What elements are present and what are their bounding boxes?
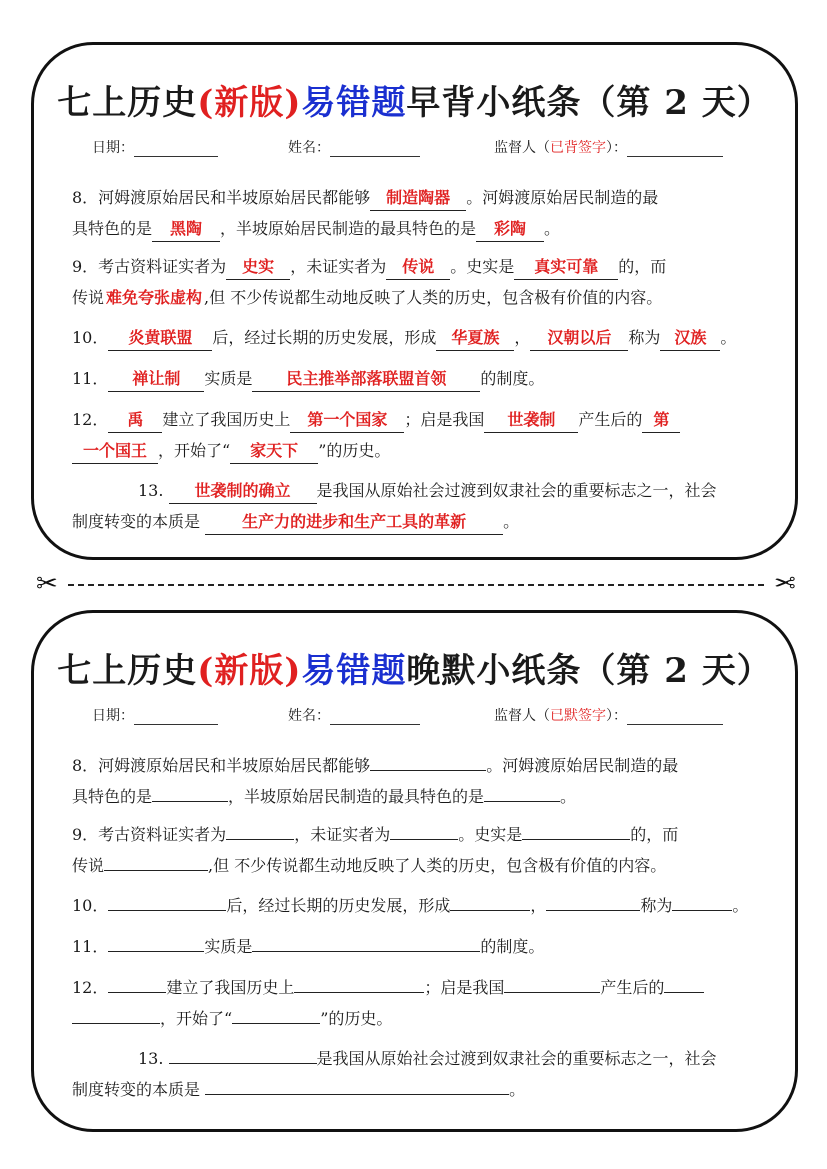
answer-blank: 一个国王	[72, 439, 158, 464]
answer-blank: 家天下	[230, 439, 318, 464]
date-field[interactable]: 日期：	[92, 705, 218, 725]
answer-blank: 真实可靠	[514, 255, 618, 280]
answer-blank[interactable]	[108, 992, 166, 993]
answer-blank[interactable]	[108, 951, 204, 952]
answer-blank[interactable]	[232, 1023, 320, 1024]
answer-blank: 民主推举部落联盟首领	[252, 367, 480, 392]
answer-blank[interactable]	[152, 801, 228, 802]
answer-blank[interactable]	[484, 801, 560, 802]
answer-blank: 汉族	[660, 326, 720, 351]
answer-blank: 难免夸张虚构	[106, 288, 203, 307]
answer-blank[interactable]	[252, 951, 480, 952]
answer-blank[interactable]	[169, 1063, 317, 1064]
question-10: 10． 后，经过长期的历史发展，形成 ， 称为 。	[72, 896, 749, 915]
scissors-icon: ✂	[774, 569, 796, 599]
question-12: 12． 禹 建立了我国历史上 第一个国家 ；启是我国 世袭制 产生后的 第 一个国王 ，开始了“ 家天下 ”的历史。	[72, 404, 769, 466]
question-10: 10． 炎黄联盟 后，经过长期的历史发展，形成 华夏族 ， 汉朝以后 称为 汉族 。	[72, 322, 769, 353]
answer-blank[interactable]	[450, 910, 530, 911]
answer-blank[interactable]	[504, 992, 600, 993]
supervisor-field[interactable]: 监督人（已默签字）：	[494, 705, 723, 725]
answer-blank: 传说	[386, 255, 450, 280]
answer-blank: 彩陶	[476, 217, 544, 242]
answer-blank[interactable]	[522, 839, 630, 840]
name-field[interactable]: 姓名：	[288, 137, 420, 157]
answer-blank: 史实	[226, 255, 290, 280]
answer-blank[interactable]	[205, 1094, 509, 1095]
answer-blank[interactable]	[390, 839, 458, 840]
question-9: 9．考古资料证实者为 史实 ，未证实者为 传说 。史实是 真实可靠 的，而 传说 难免夸张虚构 ,但 不少传说都生动地反映了人类的历史，包含极有价值的内容。	[72, 251, 769, 313]
answer-blank: 禹	[108, 408, 162, 433]
answer-blank: 禅让制	[108, 367, 204, 392]
answer-blank[interactable]	[664, 992, 704, 993]
answer-blank[interactable]	[104, 870, 208, 871]
question-11: 11． 禅让制 实质是 民主推举部落联盟首领 的制度。	[72, 363, 769, 394]
answer-blank: 第一个国家	[290, 408, 404, 433]
cut-line	[36, 570, 796, 600]
scissors-icon: ✂	[36, 569, 58, 599]
question-8: 8．河姆渡原始居民和半坡原始居民都能够 。河姆渡原始居民制造的最 具特色的是 ，半坡原始居民制造的最具特色的是 。	[72, 756, 679, 806]
answer-blank[interactable]	[108, 910, 226, 911]
question-11: 11． 实质是 的制度。	[72, 937, 545, 956]
answer-blank: 制造陶器	[370, 186, 466, 211]
question-9: 9．考古资料证实者为 ，未证实者为 。史实是 的，而 传说 ,但 不少传说都生动地反映了人类的历史，包含极有价值的内容。	[72, 825, 679, 875]
answer-blank[interactable]	[294, 992, 424, 993]
dashed-divider	[68, 584, 764, 586]
answer-blank[interactable]	[672, 910, 732, 911]
card-title: 七上历史(新版)易错题早背小纸条（第 2 天）	[57, 83, 772, 123]
question-12: 12． 建立了我国历史上 ；启是我国 产生后的 ，开始了“ ”的历史。	[72, 972, 769, 1034]
name-field[interactable]: 姓名：	[288, 705, 420, 725]
answer-blank: 炎黄联盟	[108, 326, 212, 351]
answer-blank[interactable]	[72, 1023, 160, 1024]
answer-blank: 生产力的进步和生产工具的革新	[205, 510, 503, 535]
answer-blank: 世袭制的确立	[169, 479, 317, 504]
question-8: 8．河姆渡原始居民和半坡原始居民都能够 制造陶器 。河姆渡原始居民制造的最 具特色的是 黑陶 ，半坡原始居民制造的最具特色的是 彩陶 。	[72, 182, 769, 244]
date-field[interactable]: 日期：	[92, 137, 218, 157]
answer-blank[interactable]	[226, 839, 294, 840]
answer-blank: 汉朝以后	[530, 326, 628, 351]
answer-blank: 第	[642, 408, 680, 433]
morning-card	[31, 42, 798, 560]
answer-blank: 黑陶	[152, 217, 220, 242]
supervisor-field[interactable]: 监督人（已背签字）：	[494, 137, 723, 157]
evening-card	[31, 610, 798, 1132]
answer-blank[interactable]	[370, 770, 486, 771]
card-title: 七上历史(新版)易错题晚默小纸条（第 2 天）	[57, 651, 772, 691]
answer-blank[interactable]	[546, 910, 640, 911]
question-13: 13. 世袭制的确立 是我国从原始社会过渡到奴隶社会的重要标志之一，社会 制度转变的本质是 生产力的进步和生产工具的革新 。	[72, 475, 769, 537]
answer-blank: 世袭制	[484, 408, 578, 433]
question-13: 13. 是我国从原始社会过渡到奴隶社会的重要标志之一，社会 制度转变的本质是 。	[72, 1049, 717, 1099]
answer-blank: 华夏族	[436, 326, 514, 351]
